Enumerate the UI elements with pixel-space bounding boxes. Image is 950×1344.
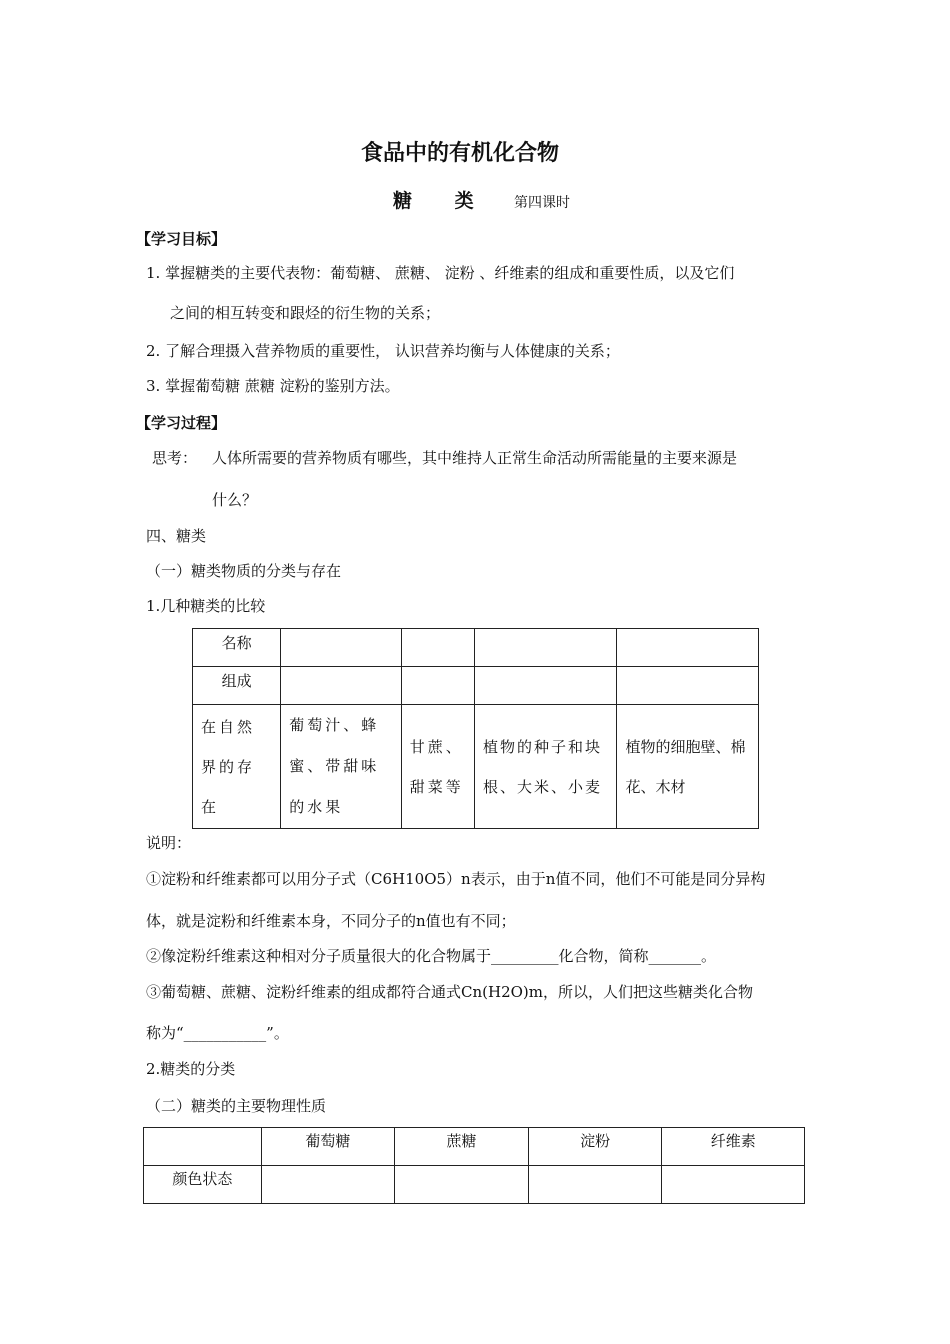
table-cell: 组成: [193, 667, 281, 705]
table-cell: 葡萄糖: [261, 1128, 395, 1166]
table-cell: [144, 1128, 262, 1166]
goal-line: 之间的相互转变和跟烃的衍生物的关系；: [170, 304, 441, 322]
table-cell: [617, 629, 759, 667]
note-line: 称为“___________”。: [146, 1024, 289, 1042]
table-cell: 在自然界的存在: [193, 705, 281, 829]
subsection-heading: （一）糖类物质的分类与存在: [146, 562, 342, 580]
table-cell: [474, 667, 617, 705]
table-cell: [281, 667, 401, 705]
table-cell: 纤维素: [662, 1128, 805, 1166]
table-cell: [401, 667, 474, 705]
classify-heading: 2.糖类的分类: [146, 1060, 236, 1078]
table-cell: [261, 1166, 395, 1204]
note-line: ①淀粉和纤维素都可以用分子式（C6H10O5）n表示，由于n值不同，他们不可能是同分异构: [146, 870, 766, 888]
goal-line: 3. 掌握葡萄糖 蔗糖 淀粉的鉴别方法。: [146, 377, 400, 395]
think-label: 思考：: [152, 449, 198, 467]
note-line: 体，就是淀粉和纤维素本身，不同分子的n值也有不同；: [146, 912, 516, 930]
table-cell: [395, 1166, 529, 1204]
compare-heading: 1.几种糖类的比较: [146, 597, 266, 615]
explain-heading: 说明：: [146, 834, 192, 852]
table-cell: 葡萄汁、蜂蜜、带甜味的水果: [281, 705, 401, 829]
note-line: ③葡萄糖、蔗糖、淀粉纤维素的组成都符合通式Cn(H2O)m，所以，人们把这些糖类化合物: [146, 983, 753, 1001]
table-cell: [401, 629, 474, 667]
page-title: 食品中的有机化合物: [361, 141, 560, 166]
table-cell: 植物的种子和块根、大米、小麦: [474, 705, 617, 829]
goals-heading: 【学习目标】: [136, 230, 227, 248]
think-text: 人体所需要的营养物质有哪些，其中维持人正常生命活动所需能量的主要来源是: [212, 449, 738, 467]
table-cell: [617, 667, 759, 705]
table-cell: [662, 1166, 805, 1204]
goal-line: 2. 了解合理摄入营养物质的重要性， 认识营养均衡与人体健康的关系；: [146, 342, 620, 360]
process-heading: 【学习过程】: [136, 414, 227, 432]
note-line: ②像淀粉纤维素这种相对分子质量很大的化合物属于_________化合物，简称_______。: [146, 947, 717, 965]
table-cell: [528, 1166, 662, 1204]
physical-properties-table: [143, 1127, 805, 1204]
table-cell: [281, 629, 401, 667]
subsection-heading: （二）糖类的主要物理性质: [146, 1097, 327, 1115]
table-cell: 甘蔗、甜菜等: [401, 705, 474, 829]
lesson-label: 第四课时: [514, 195, 570, 211]
table-cell: 蔗糖: [395, 1128, 529, 1166]
table-cell: [474, 629, 617, 667]
table-cell: 植物的细胞壁、棉花、木材: [617, 705, 759, 829]
section-heading: 四、糖类: [146, 527, 207, 545]
table-cell: 颜色状态: [144, 1166, 262, 1204]
table-cell: 名称: [193, 629, 281, 667]
think-text: 什么？: [212, 491, 258, 509]
goal-line: 1. 掌握糖类的主要代表物：葡萄糖、 蔗糖、 淀粉 、纤维素的组成和重要性质，以及它们: [146, 264, 735, 282]
sugar-comparison-table: [192, 628, 759, 829]
subtitle: 糖 类: [393, 190, 492, 212]
table-cell: 淀粉: [528, 1128, 662, 1166]
